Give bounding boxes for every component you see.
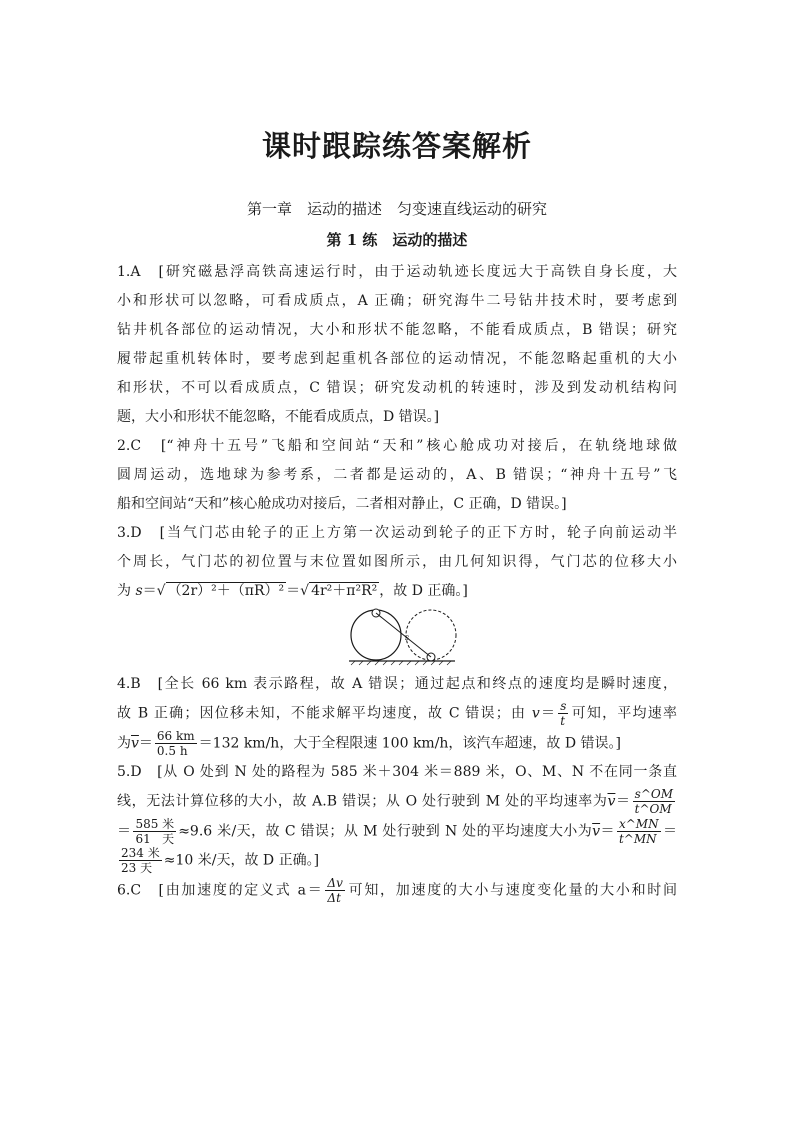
answer-1-line: 1.A [研究磁悬浮高铁高速运行时，由于运动轨迹长度远大于高铁自身长度，大 bbox=[117, 264, 677, 280]
chapter-heading: 第一章 运动的描述 匀变速直线运动的研究 bbox=[246, 200, 547, 218]
answer-1 bbox=[117, 258, 677, 432]
fraction: $\frac{\text{234 米}}{\text{23 天}}$ bbox=[121, 846, 160, 875]
answer-6-line: 6.C [由加速度的定义式 a＝ $\frac{\Delta v}{\Delta t}$ 可知，加速度的大小与速度变化量的大小和时间 bbox=[117, 875, 677, 905]
fraction: $\frac{\Delta v}{\Delta t}$ bbox=[327, 875, 343, 905]
answer-2-line: 2.C [“神舟十五号”飞船和空间站“天和”核心舱成功对接后，在轨绕地球做 bbox=[117, 438, 677, 454]
answer-5-line: 5.D [从 O 处到 N 处的路程为 585 米＋304 米＝889 米，O、M、N 不在同一条直 bbox=[117, 764, 677, 780]
answer-3 bbox=[117, 519, 677, 666]
fraction: $\frac{\text{585 米}}{\text{61 天}}$ bbox=[135, 816, 175, 846]
answer-content bbox=[117, 258, 677, 905]
wheel-figure bbox=[117, 608, 677, 666]
answer-2-line: 船和空间站“天和”核心舱成功对接后，二者相对静止，C 正确，D 错误。] bbox=[117, 496, 567, 512]
fraction: $\frac{66 km}{0.5 h}$ bbox=[156, 728, 195, 758]
answer-2 bbox=[117, 432, 677, 519]
answer-4-line: 4.B [全长 66 km 表示路程，故 A 错误；通过起点和终点的速度均是瞬时速度， bbox=[117, 676, 677, 692]
answer-1-line: 小和形状可以忽略，可看成质点，A 正确；研究海牛二号钻井技术时，要考虑到 bbox=[117, 293, 677, 309]
answer-5-line: ＝ $\frac{\text{585 米}}{\text{61 天}}$ ≈9.6 米/天，故 C 错误；从 M 处行驶到 N 处的平均速度大小为$\overline{v}=$ $\frac{x\^{}MN}{t\^{}MN}$ ＝ bbox=[117, 816, 677, 846]
answer-4 bbox=[117, 670, 677, 758]
answer-1-line: 和形状，不可以看成质点，C 错误；研究发动机的转速时，涉及到发动机结构问 bbox=[117, 380, 677, 396]
wheel-diagram bbox=[347, 608, 457, 666]
answer-3-formula-line: 为 s＝√ （2r）²＋（πR）² ＝√ 4r²＋π²R² ，故 D 正确。] bbox=[117, 583, 468, 599]
answer-6 bbox=[117, 876, 677, 906]
sqrt-expression: 4r²＋π²R² bbox=[311, 583, 378, 599]
answer-1-line: 履带起重机转体时，要考虑到起重机各部位的运动情况，不能忽略起重机的大小 bbox=[117, 351, 677, 367]
displacement-line bbox=[376, 613, 431, 657]
sqrt-expression: （2r）²＋（πR）² bbox=[167, 583, 285, 599]
answer-1-line: 钻井机各部位的运动情况，大小和形状不能忽略，不能看成质点，B 错误；研究 bbox=[117, 322, 677, 338]
answer-5 bbox=[117, 758, 677, 876]
answer-3-line: 个周长，气门芯的初位置与末位置如图所示，由几何知识得，气门芯的位移大小 bbox=[117, 554, 677, 570]
answer-5-line: 线，无法计算位移的大小，故 A.B 错误；从 O 处行驶到 M 处的平均速率为$\overline{v}=$ $\frac{s\^{}OM}{t\^{}OM}$ bbox=[117, 787, 673, 816]
displacement-label: s bbox=[405, 633, 410, 642]
fraction: $\frac{s}{t}$ bbox=[560, 699, 567, 728]
answer-3-line: 3.D [当气门芯由轮子的正上方第一次运动到轮子的正下方时，轮子向前运动半 bbox=[117, 525, 677, 541]
section-heading: 第 1 练 运动的描述 bbox=[326, 231, 468, 249]
fraction: $\frac{x\^{}MN}{t\^{}MN}$ bbox=[618, 816, 659, 846]
page-title: 课时跟踪练答案解析 bbox=[261, 129, 532, 163]
answer-4-line: 故 B 正确；因位移未知，不能求解平均速度，故 C 错误；由 v＝ $\frac{s}{t}$ 可知，平均速率 bbox=[117, 699, 677, 728]
fraction: $\frac{s\^{}OM}{t\^{}OM}$ bbox=[634, 787, 673, 816]
answer-4-line: 为$\overline{v}=$ $\frac{66 km}{0.5 h}$ ＝132 km/h，大于全程限速 100 km/h，该汽车超速，故 D 错误。] bbox=[117, 728, 622, 758]
answer-5-line: $\frac{\text{234 米}}{\text{23 天}}$ ≈10 米/天，故 D 正确。] bbox=[121, 846, 320, 875]
answer-2-line: 圆周运动，选地球为参考系，二者都是运动的，A、B 错误；“神舟十五号”飞 bbox=[117, 467, 677, 483]
answer-1-line: 题，大小和形状不能忽略，不能看成质点，D 错误。] bbox=[117, 409, 440, 425]
